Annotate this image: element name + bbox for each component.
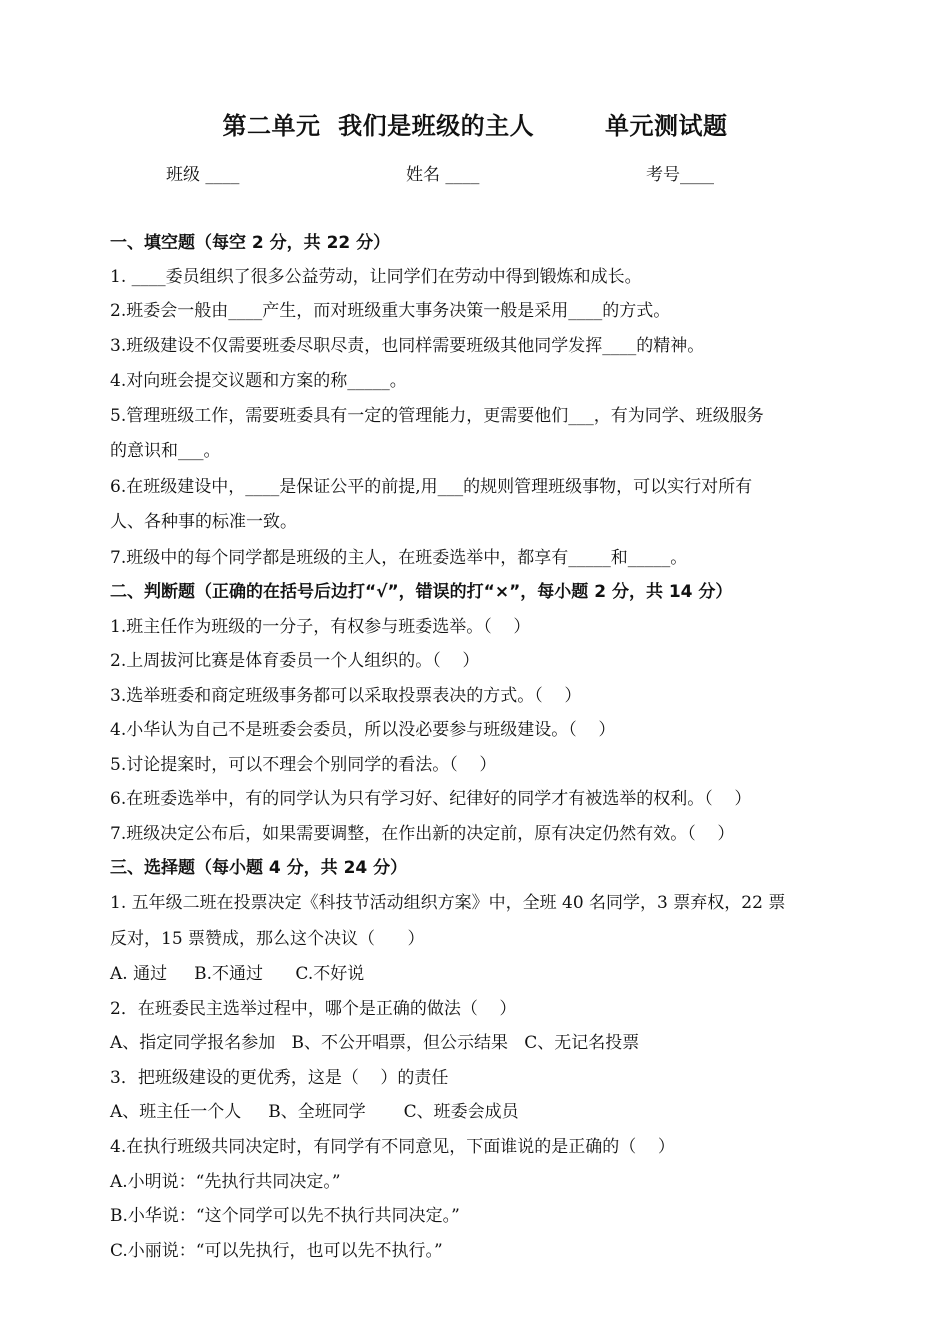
exam-number-field-label: 考号____ bbox=[646, 165, 714, 185]
section1-line: 的意识和___。 bbox=[110, 441, 221, 461]
name-field-label: 姓名 ____ bbox=[406, 165, 480, 185]
section3-line: A、班主任一个人 B、全班同学 C、班委会成员 bbox=[110, 1102, 519, 1122]
section2-heading: 二、判断题（正确的在括号后边打“√”，错误的打“×”，每小题 2 分，共 14 分） bbox=[110, 582, 733, 602]
section3-line: A. 通过 B.不通过 C.不好说 bbox=[110, 964, 365, 984]
section3-line: 反对，15 票赞成，那么这个决议（ ） bbox=[110, 929, 425, 949]
section1-line: 2.班委会一般由____产生，而对班级重大事务决策一般是采用____的方式。 bbox=[110, 301, 671, 321]
section2-line: 1.班主任作为班级的一分子，有权参与班委选举。（ ） bbox=[110, 617, 531, 637]
section3-line: C.小丽说：“可以先执行，也可以先不执行。” bbox=[110, 1241, 443, 1261]
section3-line: 4.在执行班级共同决定时，有同学有不同意见，下面谁说的是正确的（ ） bbox=[110, 1137, 675, 1157]
section2-line: 2.上周拔河比赛是体育委员一个人组织的。（ ） bbox=[110, 651, 480, 671]
section1-line: 3.班级建设不仅需要班委尽职尽责，也同样需要班级其他同学发挥____的精神。 bbox=[110, 336, 705, 356]
section3-line: A、指定同学报名参加 B、不公开唱票，但公示结果 C、无记名投票 bbox=[110, 1033, 640, 1053]
section1-heading: 一、填空题（每空 2 分，共 22 分） bbox=[110, 233, 391, 253]
section2-line: 6.在班委选举中，有的同学认为只有学习好、纪律好的同学才有被选举的权利。（ ） bbox=[110, 789, 752, 809]
section3-line: 2．在班委民主选举过程中，哪个是正确的做法（ ） bbox=[110, 999, 517, 1019]
class-field-label: 班级 ____ bbox=[166, 165, 240, 185]
section3-line: B.小华说：“这个同学可以先不执行共同决定。” bbox=[110, 1206, 460, 1226]
section1-line: 4.对向班会提交议题和方案的称_____。 bbox=[110, 371, 407, 391]
section3-line: 3．把班级建设的更优秀，这是（ ）的责任 bbox=[110, 1068, 449, 1088]
section2-line: 5.讨论提案时，可以不理会个别同学的看法。（ ） bbox=[110, 755, 497, 775]
exam-title: 第二单元 我们是班级的主人 单元测试题 bbox=[222, 112, 728, 140]
section1-line: 1. ____委员组织了很多公益劳动，让同学们在劳动中得到锻炼和成长。 bbox=[110, 267, 642, 287]
section2-line: 3.选举班委和商定班级事务都可以采取投票表决的方式。（ ） bbox=[110, 686, 582, 706]
section3-line: 1. 五年级二班在投票决定《科技节活动组织方案》中，全班 40 名同学，3 票弃权，22 票 bbox=[110, 893, 786, 913]
section1-line: 6.在班级建设中，____是保证公平的前提,用___的规则管理班级事物，可以实行对所有 bbox=[110, 477, 753, 497]
section2-line: 7.班级决定公布后，如果需要调整，在作出新的决定前，原有决定仍然有效。（ ） bbox=[110, 824, 735, 844]
section1-line: 人、各种事的标准一致。 bbox=[110, 512, 297, 532]
section1-line: 7.班级中的每个同学都是班级的主人，在班委选举中，都享有_____和_____。 bbox=[110, 548, 688, 568]
section1-line: 5.管理班级工作，需要班委具有一定的管理能力，更需要他们___，有为同学、班级服务 bbox=[110, 406, 764, 426]
section3-line: A.小明说：“先执行共同决定。” bbox=[110, 1172, 341, 1192]
section2-line: 4.小华认为自己不是班委会委员，所以没必要参与班级建设。（ ） bbox=[110, 720, 616, 740]
section3-heading: 三、选择题（每小题 4 分，共 24 分） bbox=[110, 858, 408, 878]
